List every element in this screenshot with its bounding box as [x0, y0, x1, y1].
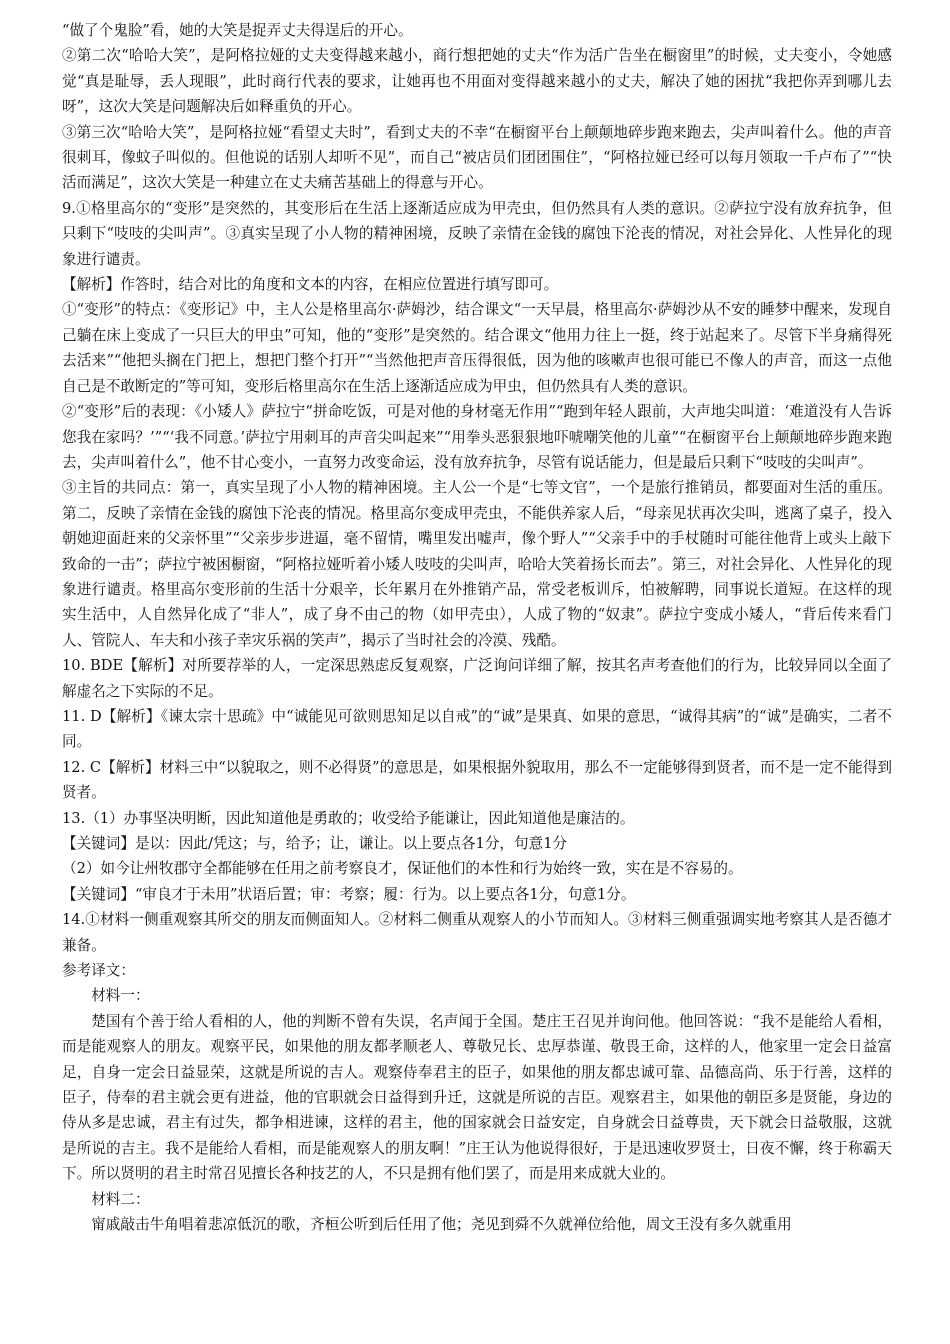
paragraph-1: “做了个鬼脸”看，她的大笑是捉弄丈夫得逞后的开心。 [62, 22, 413, 39]
answer-10: 10. BDE【解析】对所要荐举的人，一定深思熟虑反复观察，广泛询问详细了解，按其名声考查他们的行为，比较异同以全面了解虚名之下实际的不足。 [62, 657, 892, 700]
answer-9: 9.①格里高尔的“变形”是突然的，其变形后在生活上逐渐适应成为甲壳虫，但仍然具有人类的意识。②萨拉宁没有放弃抗争，但只剩下“吱吱的尖叫声”。③真实呈现了小人物的精神困境，反映了亲情在金钱的腐蚀下沦丧的情况，对社会异化、人性异化的现象进行谴责。 [62, 199, 892, 268]
material-1-text: 楚国有个善于给人看相的人，他的判断不曾有失误，名声闻于全国。楚庄王召见并询问他。他回答说：“我不是能给人看相，而是能观察人的朋友。观察平民，如果他的朋友都孝顺老人、尊敬兄长、忠厚恭谨、敬畏王命，这样的人，他家里一定会日益富足，自身一定会日益显荣，这就是所说的吉人。观察侍奉君主的臣子，如果他的朋友都忠诚可靠、品德高尚、乐于行善，这样的臣子，侍奉的君主就会更有进益，他的官职就会日益得到升迁，这就是所说的吉臣。观察君主，如果他的朝臣多是贤能，身边的侍从多是忠诚，君主有过失，都争相进谏，这样的君主，他的国家就会日益安定，自身就会日益尊贵，天下就会日益敬服，这就是所说的吉主。我不是能给人看相，而是能观察人的朋友啊！”庄王认为他说得很好，于是迅速收罗贤士，日夜不懈，终于称霸天下。所以贤明的君主时常召见擅长各种技艺的人，不只是拥有他们罢了，而是用来成就大业的。 [62, 1012, 892, 1183]
answer-11: 11. D【解析】《谏太宗十思疏》中“诚能见可欲则思知足以自戒”的“诚”是果真、如果的意思，“诚得其病”的“诚”是确实，二者不同。 [62, 707, 892, 751]
answer-13-2: （2）如今让州牧郡守全都能够在任用之前考察良才，保证他们的本性和行为始终一致，实在是不容易的。 [62, 860, 743, 878]
paragraph-3: ③第三次“哈哈大笑”，是阿格拉娅“看望丈夫时”，看到丈夫的不幸“在橱窗平台上颠颠地碎步跑来跑去，尖声叫着什么。他的声音很刺耳，像蚊子叫似的。但他说的话别人却听不见”，而自己“被店员们团团围住”，“阿格拉娅已经可以每月领取一千卢布了”“快活而满足”，这次大笑是一种建立在丈夫痛苦基础上的得意与开心。 [62, 123, 892, 192]
paragraph-2: ②第二次“哈哈大笑”，是阿格拉娅的丈夫变得越来越小，商行想把她的丈夫“作为活广告坐在橱窗里”的时候，丈夫变小，令她感觉“真是耻辱，丢人现眼”，此时商行代表的要求，让她再也不用面对变得越来越小的丈夫，解决了她的困扰“我把你弄到哪儿去呀”，这次大笑是问题解决后如释重负的开心。 [62, 47, 892, 116]
material-2-heading: 材料二： [91, 1190, 150, 1208]
material-2-text: 甯戚敲击牛角唱着悲凉低沉的歌，齐桓公听到后任用了他；尧见到舜不久就禅位给他，周文王没有多久就重用 [91, 1216, 792, 1234]
analysis-9-point-2: ②“变形”后的表现：《小矮人》萨拉宁“拼命吃饭，可是对他的身材毫无作用”“跑到年轻人跟前，大声地尖叫道：‘难道没有人告诉您我在家吗？’”“‘我不同意。’萨拉宁用刺耳的声音尖叫起来”“用拳头恶狠狠地吓唬嘲笑他的儿童”“在橱窗平台上颠颠地碎步跑来跑去，尖声叫着什么”，他不甘心变小，一直努力改变命运，没有放弃抗争，尽管有说话能力，但是最后只剩下“吱吱的尖叫声”。 [62, 403, 892, 471]
translation-heading: 参考译文： [62, 962, 135, 980]
answer-13-1: 13.（1）办事坚决明断，因此知道他是勇敢的；收受给予能谦让，因此知道他是廉洁的。 [62, 809, 635, 827]
analysis-9-point-1: ①“变形”的特点：《变形记》中，主人公是格里高尔·萨姆沙，结合课文“一天早晨，格里高尔·萨姆沙从不安的睡梦中醒来，发现自己躺在床上变成了一只巨大的甲虫”可知，他的“变形”是突然的。结合课文“他用力往上一挺，终于站起来了。尽管下半身痛得死去活来”“他把头搁在门把上，想把门整个打开”“当然他把声音压得很低，因为他的咳嗽声也很可能已不像人的声音，而这一点他自己是不敢断定的”等可知，变形后格里高尔在生活上逐渐适应成为甲虫，但仍然具有人类的意识。 [62, 301, 892, 395]
answer-14: 14.①材料一侧重观察其所交的朋友而侧面知人。②材料二侧重从观察人的小节而知人。③材料三侧重强调实地考察其人是否德才兼备。 [62, 911, 892, 954]
material-1-heading: 材料一： [91, 987, 150, 1005]
analysis-9: 【解析】作答时，结合对比的角度和文本的内容，在相应位置进行填写即可。 [62, 276, 559, 294]
keywords-13-2: 【关键词】“审良才于未用”状语后置；审：考察；履：行为。以上要点各1分，句意1分。 [62, 885, 636, 903]
answer-12: 12. C【解析】材料三中“以貌取之，则不必得贤”的意思是，如果根据外貌取用，那么不一定能够得到贤者，而不是一定不能得到贤者。 [62, 758, 892, 802]
analysis-9-point-3: ③主旨的共同点：第一，真实呈现了小人物的精神困境。主人公一个是“七等文官”，一个是旅行推销员，都要面对生活的重压。第二，反映了亲情在金钱的腐蚀下沦丧的情况。格里高尔变成甲壳虫，不能供养家人后，“母亲见状再次尖叫，逃离了桌子，投入朝她迎面赶来的父亲怀里”“父亲步步进逼，毫不留情，嘴里发出嘘声，像个野人”“父亲手中的手杖随时可能往他背上或头上敲下致命的一击”；萨拉宁被困橱窗，“阿格拉娅听着小矮人吱吱的尖叫声，哈哈大笑着扬长而去”。第三，对社会异化、人性异化的现象进行谴责。格里高尔变形前的生活十分艰辛，长年累月在外推销产品，常受老板训斥，怕被解聘，同事说长道短。在这样的现实生活中，人自然异化成了“非人”，成了身不由己的物（如甲壳虫），人成了物的“奴隶”。萨拉宁变成小矮人，“背后传来看门人、管院人、车夫和小孩子幸灾乐祸的笑声”，揭示了当时社会的冷漠、残酷。 [62, 479, 892, 649]
keywords-13-1: 【关键词】是以：因此/凭这；与，给予；让，谦让。以上要点各1分，句意1分 [62, 835, 568, 852]
